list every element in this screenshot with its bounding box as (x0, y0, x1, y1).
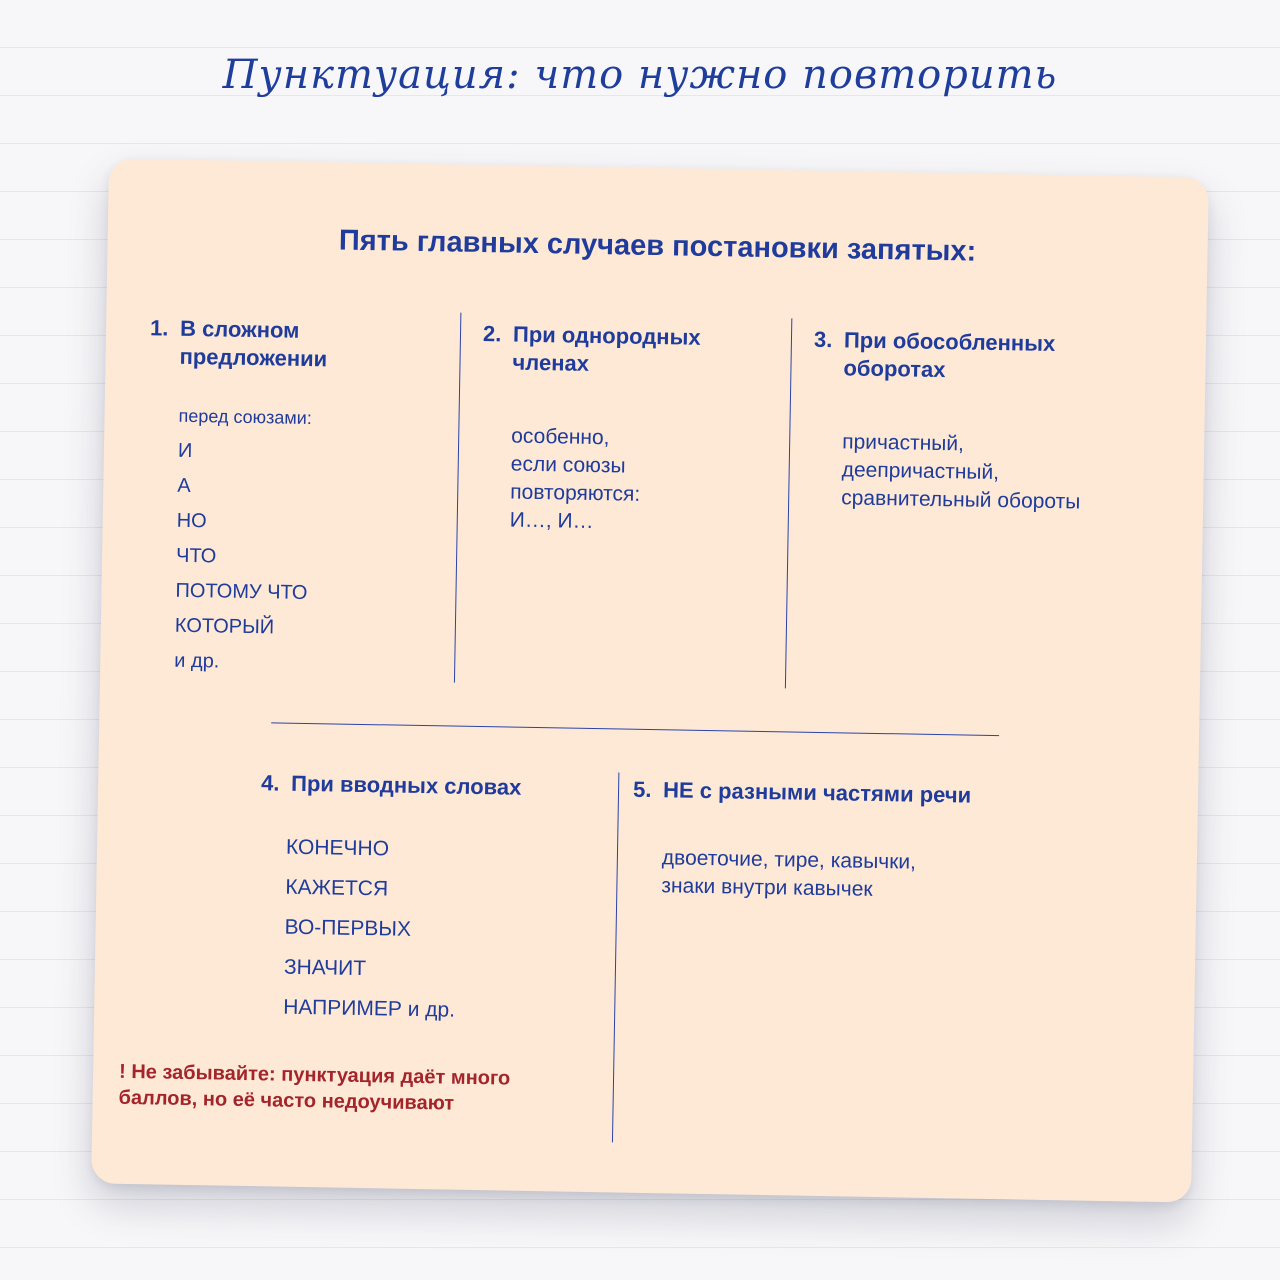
list-item: КОНЕЧНО (285, 835, 390, 861)
list-item: А (177, 474, 191, 497)
section-title: При обособленных оборотах (843, 327, 1056, 383)
section-body (811, 428, 1152, 518)
section-complex-sentence (144, 314, 450, 683)
page-header: Пунктуация: что нужно повторить (222, 52, 1058, 98)
section-heading (261, 769, 591, 803)
rules-card (91, 158, 1209, 1202)
body-line: двоеточие, тире, кавычки, (661, 846, 917, 874)
section-ne-particle (631, 776, 1033, 907)
list-item: НАПРИМЕР и др. (283, 995, 456, 1022)
list-item: НО (176, 509, 207, 533)
section-heading (482, 320, 773, 381)
column-divider (785, 318, 792, 688)
introductory-words-list (257, 827, 590, 1033)
list-intro: перед союзами: (178, 405, 313, 429)
list-item: ПОТОМУ ЧТО (175, 579, 308, 605)
row-divider (271, 722, 999, 736)
section-number: 2. (482, 321, 502, 347)
section-title: В сложном предложении (179, 315, 328, 372)
section-body (480, 422, 772, 539)
body-line: причастный, (841, 430, 965, 456)
list-item: ВО-ПЕРВЫХ (284, 915, 412, 941)
body-line: если союзы (510, 452, 626, 478)
conjunction-list (144, 398, 449, 683)
body-line: сравнительный обороты (841, 486, 1081, 514)
section-title: При вводных словах (290, 770, 522, 800)
section-number: 5. (632, 776, 652, 803)
section-title: НЕ с разными частями речи (662, 777, 972, 808)
section-heading (149, 314, 450, 375)
section-body (631, 844, 1032, 907)
section-homogeneous-members (480, 320, 774, 539)
section-introductory-words (257, 769, 591, 1033)
section-number: 1. (149, 315, 169, 341)
list-item: ЗНАЧИТ (283, 955, 367, 981)
body-line: особенно, (511, 424, 610, 450)
section-number: 3. (813, 326, 833, 353)
body-line: И…, И… (509, 508, 594, 533)
list-item: И (177, 439, 193, 462)
list-item: ЧТО (175, 544, 217, 568)
column-divider (612, 772, 619, 1142)
body-line: повторяются: (510, 480, 641, 506)
column-divider (454, 313, 461, 683)
list-item: КАЖЕТСЯ (285, 875, 389, 901)
section-number: 4. (260, 770, 280, 796)
warning-note: ! Не забывайте: пунктуация даёт много баллов, но её часто недоучивают (118, 1060, 511, 1115)
card-title: Пять главных случаев постановки запятых: (338, 224, 977, 268)
body-line: знаки внутри кавычек (661, 874, 873, 901)
section-isolated-phrases (811, 326, 1154, 518)
section-title: При однородных членах (512, 321, 701, 376)
section-heading (813, 326, 1154, 388)
list-item: и др. (174, 649, 220, 673)
body-line: деепричастный, (841, 458, 1000, 485)
section-heading (633, 776, 1033, 811)
list-item: КОТОРЫЙ (174, 614, 275, 639)
